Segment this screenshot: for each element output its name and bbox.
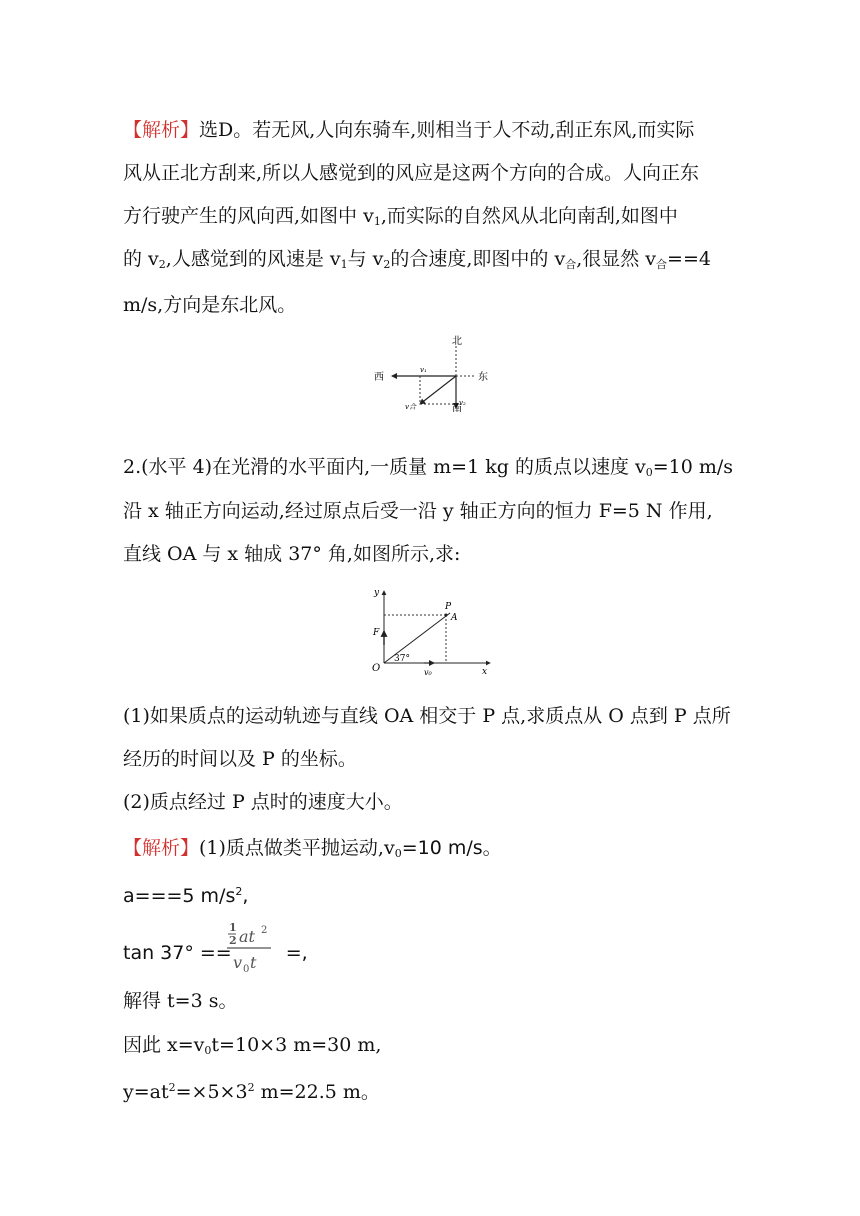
text: (1)质点做类平抛运动,v [199, 837, 395, 859]
frac-top: at [239, 927, 255, 946]
solution-line-3 [123, 203, 678, 235]
solution-line-4 [123, 246, 711, 278]
subscript: 1 [373, 215, 381, 228]
v0-label: v₀ [424, 668, 432, 677]
east-label: 东 [478, 372, 488, 383]
fraction-formula [225, 918, 281, 976]
subscript: 0 [394, 847, 402, 860]
text: 的 v [123, 248, 159, 270]
solution-line-2 [123, 160, 699, 186]
subscript: 1 [340, 258, 348, 271]
superscript: 2 [168, 1081, 176, 1094]
frac-bottom-t: t [250, 953, 257, 972]
text: , [242, 885, 249, 907]
subscript: 2 [383, 258, 391, 271]
text: 选D。若无风,人向东骑车,则相当于人不动,刮正东风,而实际 [199, 119, 695, 141]
analysis-tag: 【解析】 [123, 119, 200, 141]
point-p [445, 614, 448, 617]
text: m=22.5 m。 [254, 1081, 380, 1103]
subscript: 2 [158, 258, 166, 271]
solution-line-1 [123, 117, 694, 143]
solution2-line-6 [123, 1075, 380, 1105]
text: 经历的时间以及 P 的坐标。 [123, 748, 357, 770]
text: 直线 OA 与 x 轴成 37° 角,如图所示,求: [123, 543, 461, 565]
text: 2.(水平 4)在光滑的水平面内,一质量 m=1 kg 的质点以速度 v [123, 456, 646, 478]
y-label: y [374, 588, 380, 598]
solution2-line-1 [123, 835, 502, 867]
text: (1)如果质点的运动轨迹与直线 OA 相交于 P 点,求质点从 O 点到 P 点所 [123, 705, 731, 727]
frac-half-num: 1 [229, 921, 237, 934]
text: 与 v [347, 248, 384, 270]
subscript: 0 [204, 1044, 212, 1057]
frac-top-sup: 2 [261, 925, 268, 936]
frac-bottom: v [233, 953, 243, 972]
text: 方行驶产生的风向西,如图中 v [123, 205, 374, 227]
text: tan 37° == [123, 942, 232, 964]
text: =10 m/s [652, 456, 734, 478]
p-label: P [445, 602, 452, 612]
subscript: 0 [645, 466, 653, 479]
south-label: 南 [452, 404, 462, 412]
north-label: 北 [452, 336, 462, 347]
x-label: x [482, 667, 488, 677]
v1-label: v₁ [420, 366, 427, 374]
analysis-tag: 【解析】 [123, 837, 200, 859]
text: (2)质点经过 P 点时的速度大小。 [123, 791, 403, 813]
solution2-line-2 [123, 879, 248, 909]
text: ,而实际的自然风从北向南刮,如图中 [380, 205, 678, 227]
problem-line-2 [123, 498, 713, 524]
text: m/s,方向是东北风。 [123, 294, 297, 316]
solution2-line-5 [123, 1032, 381, 1064]
text: t=10×3 m=30 m, [211, 1034, 382, 1056]
wind-vector-figure [370, 332, 500, 412]
question-1-line-1 [123, 703, 731, 729]
vhe-label: v合 [405, 403, 416, 411]
frac-bottom-sub: 0 [243, 964, 250, 975]
problem-line-1 [123, 454, 733, 486]
text: =, [285, 942, 308, 964]
text: =×5×3 [175, 1081, 248, 1103]
trajectory-figure [368, 585, 498, 680]
text: 风从正北方刮来,所以人感觉到的风应是这两个方向的合成。人向正东 [123, 162, 700, 184]
text: a===5 m/s [123, 885, 236, 907]
v2-label: v₂ [459, 399, 466, 407]
text: ==4 [667, 248, 711, 270]
text: =10 m/s。 [401, 837, 502, 859]
text: 沿 x 轴正方向运动,经过原点后受一沿 y 轴正方向的恒力 F=5 N 作用, [123, 500, 713, 522]
superscript: 2 [235, 885, 243, 898]
text: 的合速度,即图中的 v [390, 248, 566, 270]
a-label: A [451, 613, 458, 623]
text: 解得 t=3 s。 [123, 990, 238, 1012]
origin-label: O [372, 663, 381, 674]
frac-half-den: 2 [229, 934, 237, 947]
resultant-arrow [420, 376, 456, 404]
text: ,很显然 v [576, 248, 657, 270]
text: 因此 x=v [123, 1034, 205, 1056]
text: ,人感觉到的风速是 v [165, 248, 341, 270]
superscript: 2 [247, 1081, 255, 1094]
angle-label: 37° [394, 654, 410, 664]
subscript: 合 [565, 258, 577, 271]
solution-line-5 [123, 292, 296, 318]
force-label: F [373, 628, 380, 638]
subscript: 合 [656, 258, 668, 271]
text: y=at [123, 1081, 169, 1103]
question-1-line-2 [123, 746, 357, 772]
west-label: 西 [374, 372, 384, 383]
problem-line-3 [123, 541, 460, 567]
solution2-line-4 [123, 988, 237, 1014]
question-2 [123, 789, 403, 815]
